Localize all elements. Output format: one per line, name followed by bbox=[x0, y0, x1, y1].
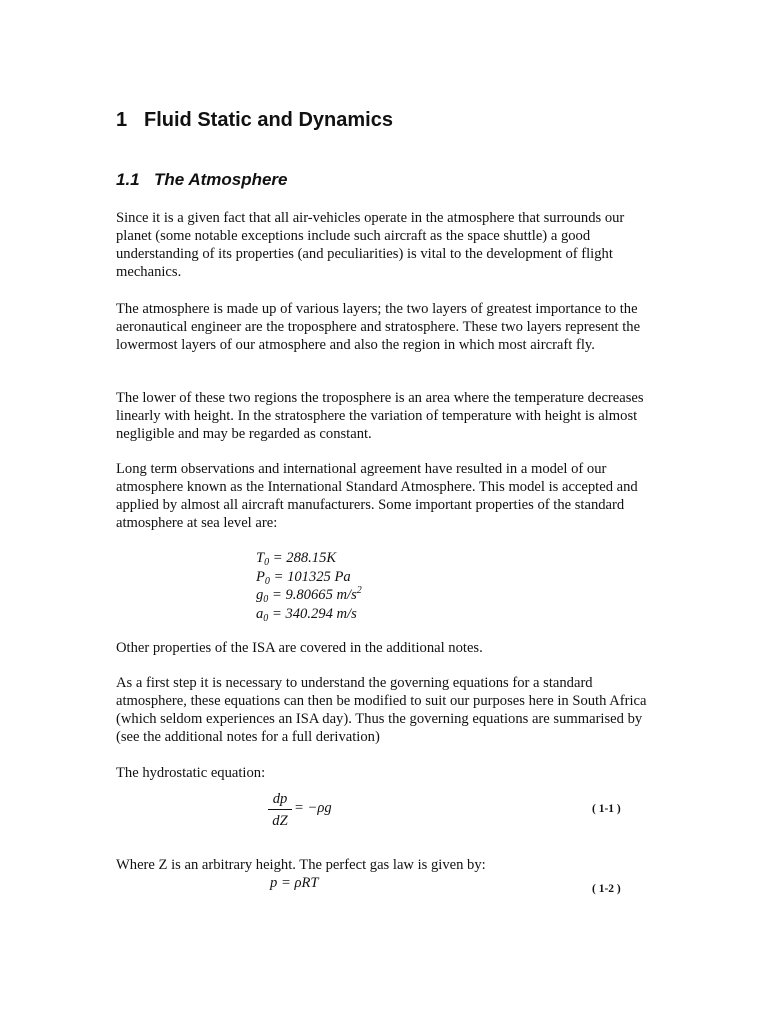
equation-number-1-1: ( 1-1 ) bbox=[592, 803, 621, 815]
section-number: 1.1 bbox=[116, 170, 140, 189]
section-title: The Atmosphere bbox=[154, 170, 288, 189]
property-pressure: $P_0 = 101325$ Pa bbox=[256, 568, 351, 587]
property-gravity: $g_0 = 9.80665$ $m/s^2$ bbox=[256, 585, 362, 605]
property-temperature: $T_0 = 288.15K$ bbox=[256, 550, 337, 568]
chapter-number: 1 bbox=[116, 109, 128, 131]
hydrostatic-rhs: = −ρg bbox=[294, 800, 332, 816]
paragraph-intro: Since it is a given fact that all air-vehicles operate in the atmosphere that surrounds our planet (some notable exceptions include such aircraft as the space shuttle) a good understanding of its properties (and peculiarities) is vital to the development of flight mechanics. bbox=[116, 210, 625, 280]
paragraph-gas-law-label: Where Z is an arbitrary height. The perfect gas law is given by: bbox=[116, 857, 486, 873]
fraction-numerator: dp bbox=[272, 791, 288, 807]
equation-number-1-2: ( 1-2 ) bbox=[592, 883, 621, 895]
section-heading bbox=[116, 167, 288, 193]
property-speed-of-sound: $a_0 = 340.294$ m/s bbox=[256, 605, 357, 624]
gas-law-equation: p = ρRT bbox=[270, 875, 319, 891]
paragraph-layers: The atmosphere is made up of various layers; the two layers of greatest importance to the aeronautical engineer are the troposphere and stratosphere. These two layers represent the lowermost layers of our atmosphere and also the region in which most aircraft fly. bbox=[116, 301, 641, 353]
fraction-bar bbox=[268, 809, 292, 810]
paragraph-troposphere: The lower of these two regions the troposphere is an area where the temperature decreases linearly with height. In the stratosphere the variation of temperature with height is almost negligible and may be regarded as constant. bbox=[116, 390, 644, 442]
chapter-heading bbox=[116, 106, 393, 134]
fraction-denominator: dZ bbox=[272, 813, 288, 829]
paragraph-other-properties: Other properties of the ISA are covered in the additional notes. bbox=[116, 640, 483, 656]
paragraph-isa: Long term observations and international agreement have resulted in a model of our atmosphere known as the International Standard Atmosphere. This model is accepted and applied by almost all aircraft manufacturers. Some important properties of the standard atmosphere at sea level are: bbox=[116, 461, 638, 531]
paragraph-hydrostatic-label: The hydrostatic equation: bbox=[116, 765, 266, 781]
paragraph-governing-equations: As a first step it is necessary to understand the governing equations for a standard atmosphere, these equations can then be modified to suit our purposes here in South Africa (which seldom experiences an ISA day). Thus the governing equations are summarised by (see the additional notes for a full derivation) bbox=[116, 675, 647, 745]
chapter-title: Fluid Static and Dynamics bbox=[144, 109, 393, 131]
hydrostatic-fraction bbox=[268, 790, 292, 830]
sea-level-properties bbox=[256, 549, 362, 623]
